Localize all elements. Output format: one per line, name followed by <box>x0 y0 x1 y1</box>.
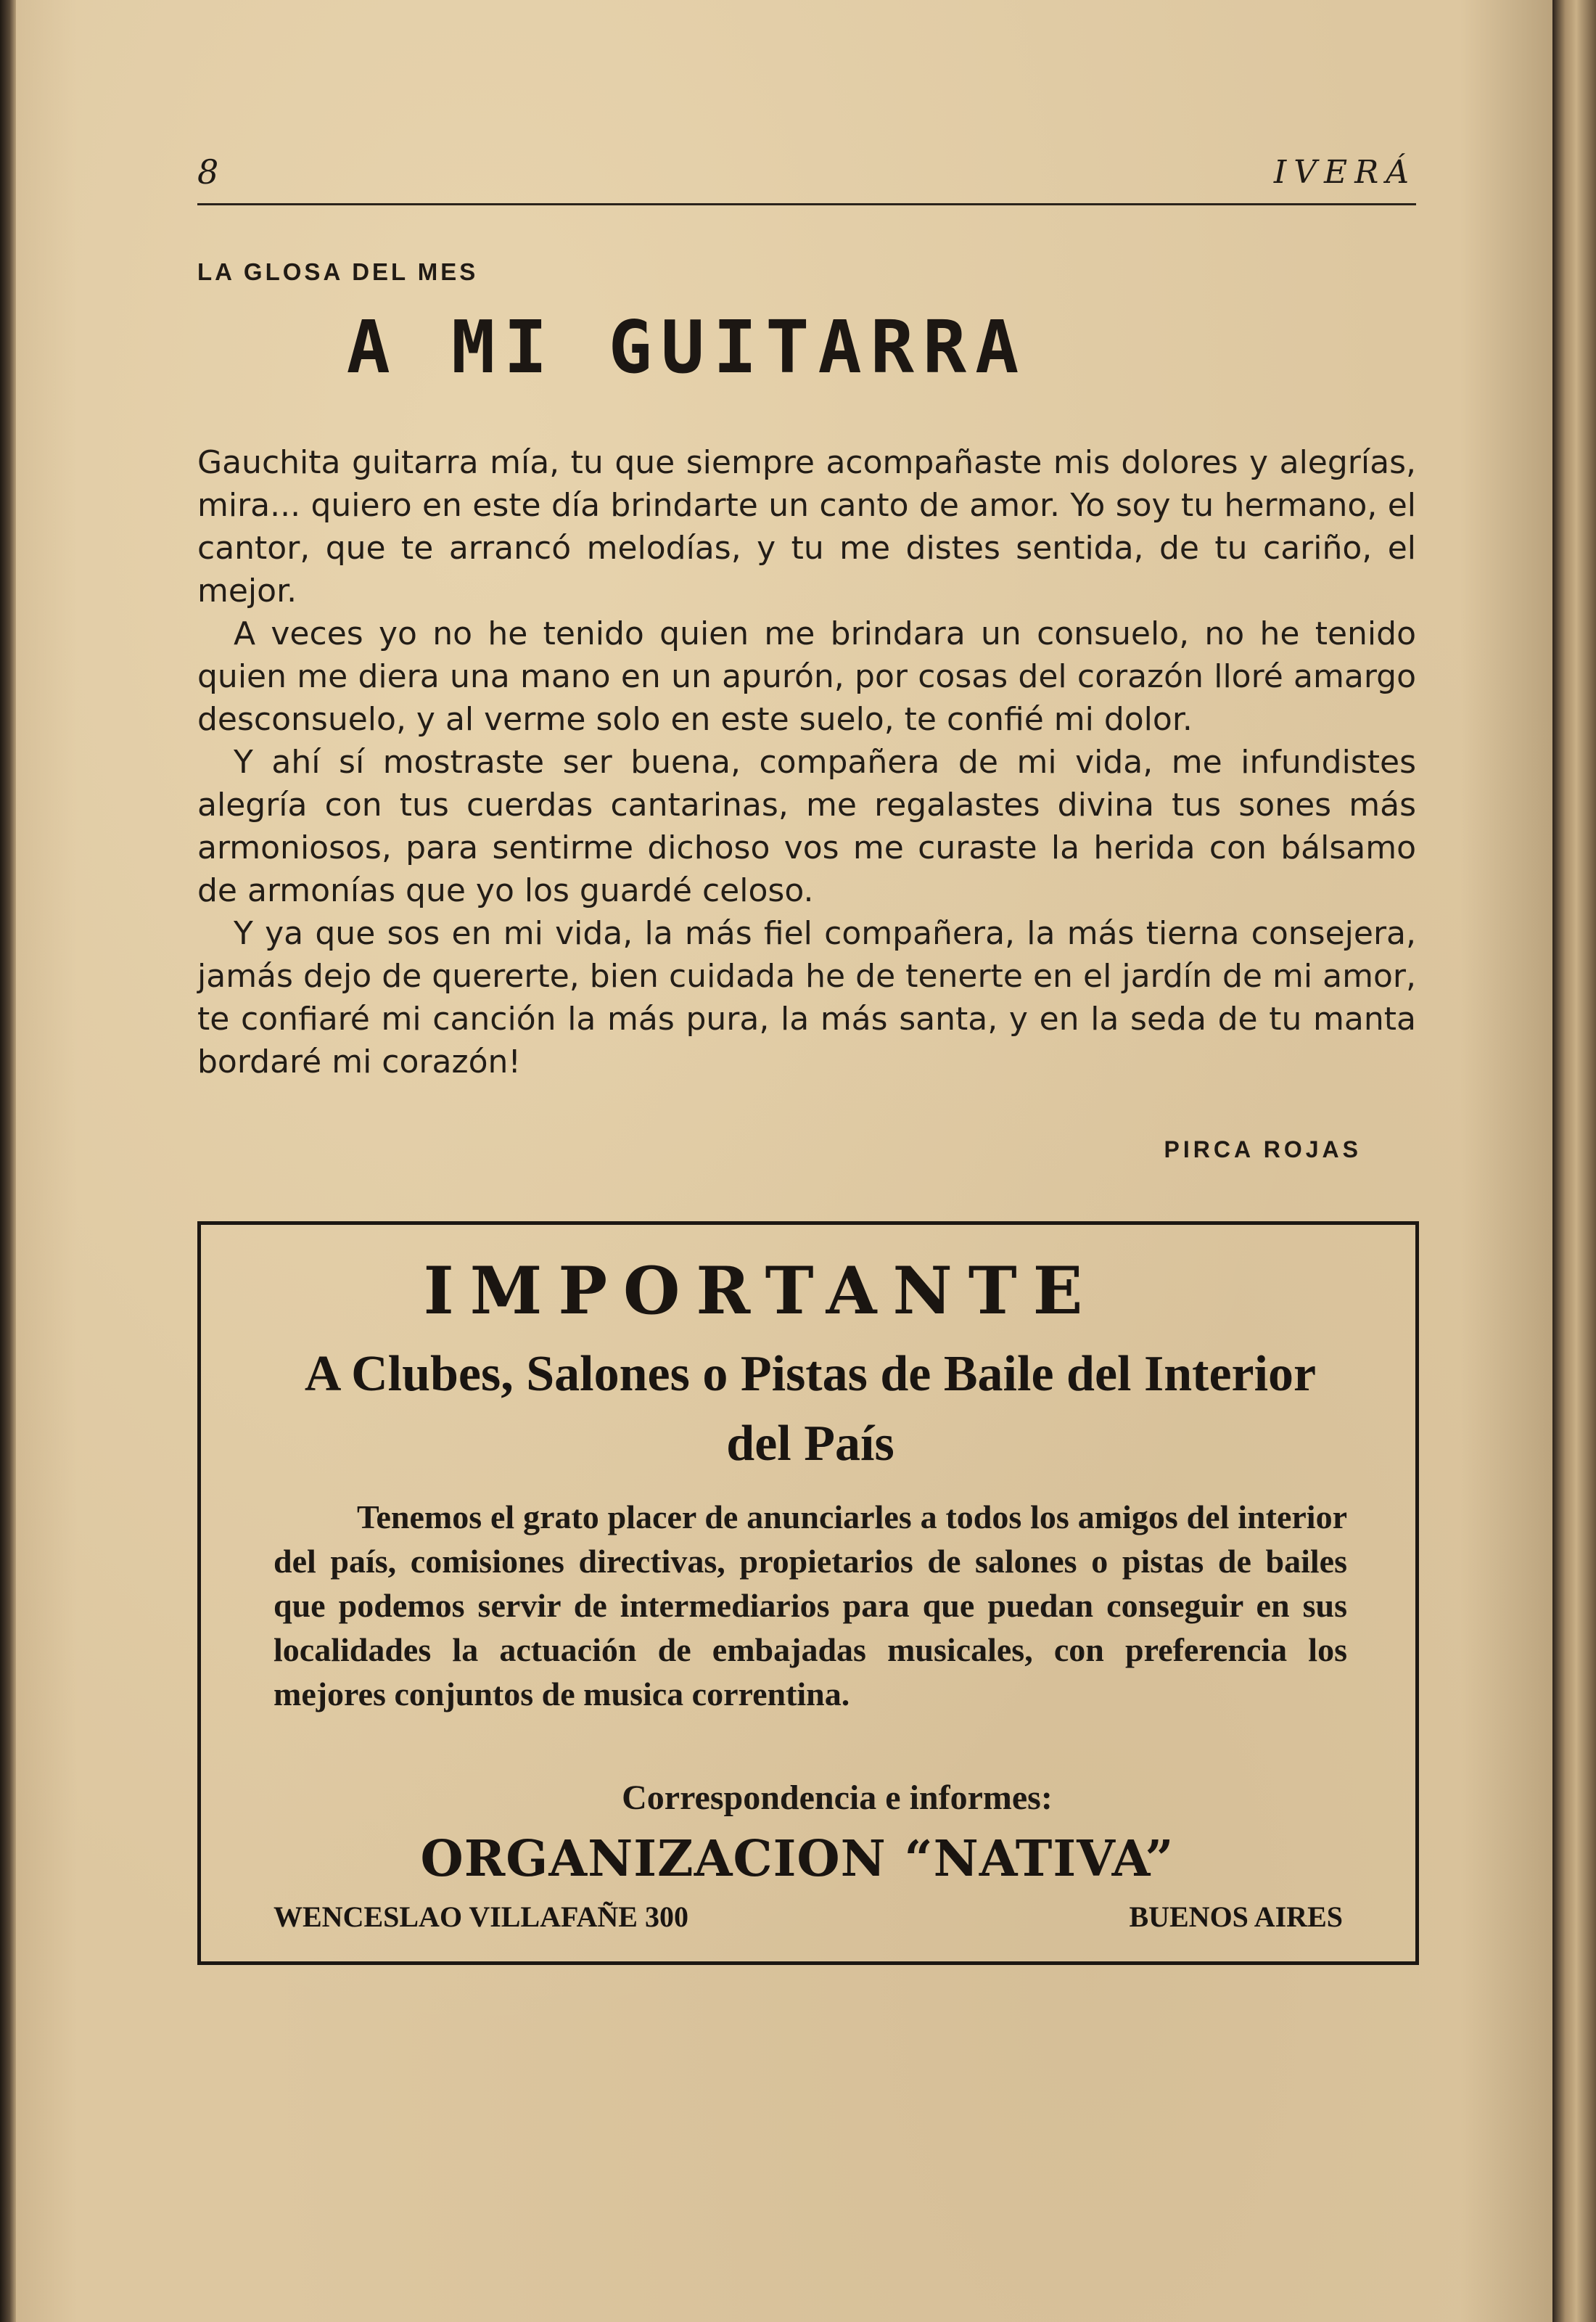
poem-body <box>197 441 1416 1083</box>
page-number: 8 <box>197 152 219 192</box>
poem-title: A MI GUITARRA <box>346 305 1028 390</box>
page-left-edge <box>0 0 16 2322</box>
section-label: LA GLOSA DEL MES <box>197 258 479 285</box>
poem-paragraph: A veces yo no he tenido quien me brindara un consuelo, no he tenido quien me diera una mano en un apurón, por cosas del corazón lloré amargo desconsuelo, y al verme solo en este suelo, te confié mi dolor. <box>197 615 1416 738</box>
advertisement-box <box>197 1221 1419 1965</box>
ad-body-text: Tenemos el grato placer de anunciarles a todos los amigos del interior del país, comisiones directivas, propietarios de salones o pistas de bailes que podemos servir de intermediarios para que puedan conseguir en sus localidades la actuación de embajadas musicales, con preferencia los mejores conjuntos de musica correntina. <box>273 1498 1347 1712</box>
page-right-edge <box>1552 0 1596 2322</box>
ad-subheading: A Clubes, Salones o Pistas de Baile del Interior del País <box>304 1346 1317 1472</box>
poem-paragraph: Gauchita guitarra mía, tu que siempre acompañaste mis dolores y alegrías, mira... quiero en este día brindarte un canto de amor. Yo soy tu hermano, el cantor, que te arrancó melodías, y tu me distes sentida, de tu cariño, el mejor. <box>197 444 1416 610</box>
ad-address: WENCESLAO VILLAFAÑE 300 <box>273 1900 688 1933</box>
author-signature: PIRCA ROJAS <box>1164 1136 1362 1162</box>
ad-heading: IMPORTANTE <box>423 1252 1099 1329</box>
poem-paragraph: Y ahí sí mostraste ser buena, compañera de mi vida, me infundistes alegría con tus cuerdas cantarinas, me regalastes divina tus sones más armoniosos, para sentirme dichoso vos me curaste la herida con bálsamo de armonías que yo los guardé celoso. <box>197 744 1416 909</box>
ad-city: BUENOS AIRES <box>1129 1900 1343 1933</box>
ad-contact-label: Correspondencia e informes: <box>622 1779 1053 1817</box>
ad-organization-name: ORGANIZACION “NATIVA” <box>420 1830 1175 1888</box>
running-head <box>197 152 1416 205</box>
journal-title: IVERÁ <box>1273 154 1416 191</box>
poem-paragraph: Y ya que sos en mi vida, la más fiel compañera, la más tierna consejera, jamás dejo de quererte, bien cuidada he de tenerte en el jardín de mi amor, te confiaré mi canción la más pura, la más santa, y en la seda de tu manta bordaré mi corazón! <box>197 915 1416 1080</box>
magazine-page <box>16 0 1552 2322</box>
